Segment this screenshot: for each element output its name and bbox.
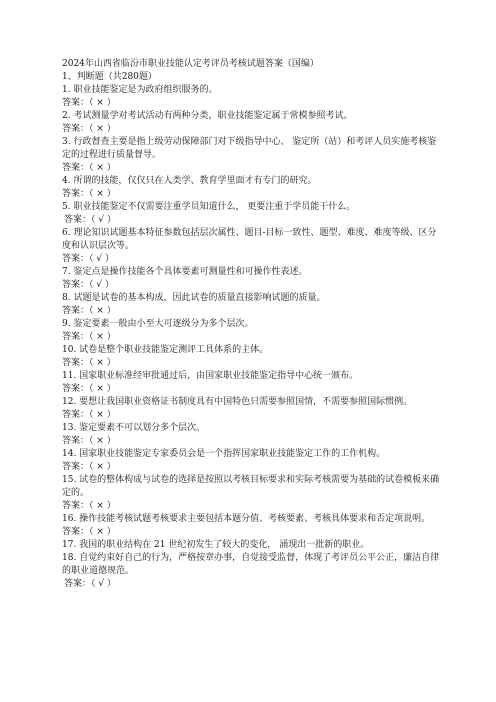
question-text: 11. 国家职业标准经审批通过后，由国家职业技能鉴定指导中心统一颁布。	[62, 371, 359, 381]
answer-label: 答案：	[62, 280, 90, 290]
answer-line	[62, 461, 440, 474]
answer-value: （ × ）	[89, 358, 116, 368]
question-text: 9. 鉴定要素一般由小至大可逐级分为多个层次。	[62, 319, 254, 329]
answer-line	[62, 409, 440, 422]
answer-value: （ × ）	[89, 306, 116, 316]
answer-line	[62, 188, 440, 201]
answer-value: （ × ）	[89, 189, 116, 199]
question-text: 14. 国家职业技能鉴定专家委员会是一个指挥国家职业技能鉴定工作的工作机构。	[62, 449, 386, 459]
question-text: 6. 理论知识试题基本特征参数包括层次属性、题目-目标一致性、题型、难度、难度等级、区分度和认识层次等。	[62, 228, 437, 251]
answer-line	[62, 97, 440, 110]
question-text: 4. 所谓的技能，仅仅只在人类学、教育学里面才有专门的研究。	[62, 176, 317, 186]
answer-value: （ × ）	[89, 163, 116, 173]
answer-label: 答案：	[62, 163, 90, 173]
answer-value: （ √ ）	[91, 215, 116, 225]
answer-label: 答案：	[62, 306, 90, 316]
answer-label: 答案：	[62, 98, 90, 108]
answer-label: 答案：	[62, 384, 90, 394]
answer-line	[62, 162, 440, 175]
answer-value: （ × ）	[89, 462, 116, 472]
answer-line	[62, 357, 440, 370]
answer-value: （ × ）	[89, 124, 116, 134]
answer-label: 答案：	[62, 124, 90, 134]
document-page	[62, 58, 440, 591]
answer-value: （ × ）	[89, 436, 116, 446]
answer-line	[62, 383, 440, 396]
answer-label: 答案：	[64, 215, 92, 225]
answer-line	[62, 253, 440, 266]
answer-value: （ × ）	[89, 527, 116, 537]
answer-value: （ × ）	[89, 410, 116, 420]
answer-label: 答案：	[62, 501, 90, 511]
answer-line	[62, 305, 440, 318]
question-text: 12. 要想让我国职业资格证书制度具有中国特色只需要参照国情，不需要参照国际惯例。	[62, 397, 413, 407]
answer-label: 答案：	[62, 410, 90, 420]
question-text: 10. 试卷是整个职业技能鉴定测评工具体系的主体。	[62, 345, 269, 355]
question-text: 2. 考试测量学对考试活动有两种分类，职业技能鉴定属于常模参照考试。	[62, 111, 353, 121]
section-heading: 1、判断题（共280题）	[62, 72, 157, 82]
answer-label: 答案：	[64, 579, 92, 589]
answer-label: 答案：	[62, 436, 90, 446]
question-text: 3. 行政督查主要是指上级劳动保障部门对下级指导中心、 鉴定所（站）和考评人员实施考核鉴定的过程进行质量督导。	[62, 137, 437, 160]
question-list	[62, 84, 440, 591]
answer-label: 答案：	[62, 332, 90, 342]
answer-line	[62, 214, 440, 227]
answer-line	[62, 526, 440, 539]
answer-value: （ × ）	[89, 384, 116, 394]
answer-line	[62, 331, 440, 344]
answer-line	[62, 123, 440, 136]
answer-value: （ × ）	[89, 332, 116, 342]
answer-label: 答案：	[62, 462, 90, 472]
question-text: 13. 鉴定要素不可以划分多个层次。	[62, 423, 206, 433]
question-text: 18. 自觉约束好自己的行为，严格按章办事，自觉接受监督，体现了考评员公平公正，廉洁自律的职业道德规范。	[62, 553, 440, 576]
answer-value: （ × ）	[89, 501, 116, 511]
answer-line	[62, 279, 440, 292]
answer-value: （ √ ）	[89, 254, 114, 264]
answer-value: （ √ ）	[91, 579, 116, 589]
answer-line	[62, 435, 440, 448]
question-text: 7. 鉴定点是操作技能各个具体要素可测量性和可操作性表述。	[62, 267, 308, 277]
question-text: 8. 试题是试卷的基本构成，因此试卷的质量直接影响试题的质量。	[62, 293, 326, 303]
question-text: 16. 操作技能考核试题考核要求主要包括本题分值、考核要素、考核具体要求和否定项说明。	[62, 514, 431, 524]
question-text: 1. 职业技能鉴定是为政府组织服务的。	[62, 85, 218, 95]
answer-label: 答案：	[62, 527, 90, 537]
question-text: 17. 我国的职业结构在 21 世纪初发生了较大的变化， 涌现出一批新的职业。	[62, 540, 370, 550]
answer-value: （ √ ）	[89, 280, 114, 290]
document-title: 2024年山西省临汾市职业技能认定考评员考核试题答案（国编）	[62, 59, 319, 69]
answer-value: （ × ）	[89, 98, 116, 108]
answer-line	[62, 578, 440, 591]
answer-label: 答案：	[62, 189, 90, 199]
answer-label: 答案：	[62, 358, 90, 368]
answer-line	[62, 500, 440, 513]
question-text: 15. 试卷的整体构成与试卷的选择是按照以考核目标要求和实际考核需要为基础的试卷模板来确定的。	[62, 475, 440, 498]
answer-label: 答案：	[62, 254, 90, 264]
question-text: 5. 职业技能鉴定不仅需要注重学员知道什么， 更要注重于学员能干什么。	[62, 202, 356, 212]
